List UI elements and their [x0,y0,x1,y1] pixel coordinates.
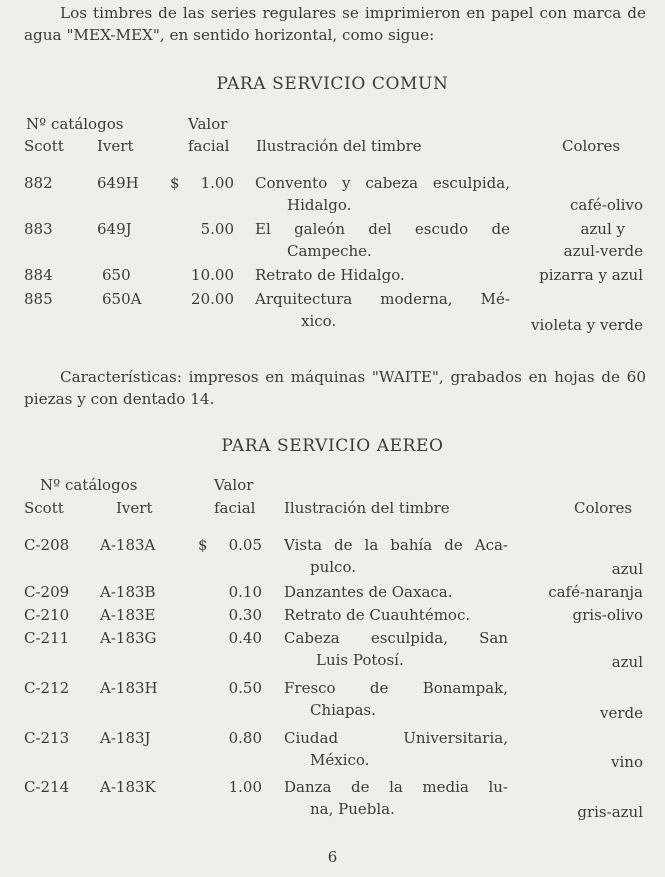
comun-header-valor: Valor [188,115,228,133]
table-row-scott: 885 [24,290,53,308]
ilustracion-line-2: Luis Potosí. [316,651,404,669]
table-row-ivert: A-183H [100,679,158,697]
comun-header-facial: facial [188,137,230,155]
ilustracion-line-2: Hidalgo. [287,196,352,214]
aereo-header-ivert: Ivert [116,499,153,517]
table-row-ilustracion [255,264,510,286]
table-row-ilustracion [284,727,508,771]
ilustracion-line-2: na, Puebla. [310,800,395,818]
ilustracion-line-2: pulco. [310,558,356,576]
table-row-scott: 883 [24,220,53,238]
table-row-scott: C-213 [24,729,70,747]
table-row-scott: 882 [24,174,53,192]
table-row-color: pizarra y azul [539,266,643,284]
table-row-color: verde [599,704,643,722]
aereo-header-scott: Scott [24,499,64,517]
table-row-scott: C-212 [24,679,70,697]
table-row-ivert: A-183E [100,606,156,624]
table-row-color: azul-verde [563,242,643,260]
table-row-ilustracion [284,627,508,671]
ilustracion-line-2: Campeche. [287,242,372,260]
table-row-color: gris-olivo [572,606,643,624]
table-row-ivert: A-183G [100,629,157,647]
table-row-ivert: A-183A [100,536,156,554]
table-row-scott: C-208 [24,536,70,554]
table-row-color: azul y [580,220,625,238]
table-row-ivert: A-183K [100,778,156,796]
ilustracion-line-1: Fresco de Bonampak, [284,679,508,697]
table-row-color: violeta y verde [531,316,643,334]
ilustracion-line-2: México. [310,751,370,769]
aereo-heading: PARA SERVICIO AEREO [221,436,444,456]
comun-header-colores: Colores [562,137,621,155]
aereo-header-ilustracion: Ilustración del timbre [284,499,450,517]
table-row-ilustracion [255,172,510,216]
table-row-ivert: 650 [102,266,131,284]
table-row-ivert: 650A [102,290,142,308]
table-row-valor: 5.00 [200,220,234,238]
table-row-color: café-naranja [548,583,643,601]
table-row-valor: 20.00 [191,290,234,308]
ilustracion-line-1: Cabeza esculpida, San [284,629,508,647]
table-row-valor: 0.05 [228,536,262,554]
table-row-scott: C-214 [24,778,70,796]
table-row-ilustracion [284,677,508,721]
ilustracion-line-1: El galeón del escudo de [255,220,510,238]
ilustracion-line-2: xico. [301,312,337,330]
ilustracion-line-1: Arquitectura moderna, Mé- [255,290,510,308]
table-row-ilustracion [284,534,508,578]
comun-header-ilustracion: Ilustración del timbre [256,137,422,155]
table-row-ilustracion [255,218,510,262]
table-row-color: azul [611,653,643,671]
page-number: 6 [327,848,338,866]
ilustracion-line-1: Vista de la bahía de Aca- [284,536,508,554]
aereo-header-valor: Valor [214,476,254,494]
table-row-valor: 1.00 [200,174,234,192]
comun-heading: PARA SERVICIO COMUN [216,74,449,94]
table-row-color: gris-azul [577,803,643,821]
aereo-header-facial: facial [214,499,256,517]
table-row-ivert: 649H [97,174,139,192]
table-row-valor: 0.30 [228,606,262,624]
table-row-scott: C-209 [24,583,70,601]
table-row-ivert: A-183J [100,729,151,747]
table-row-ilustracion [284,604,508,626]
currency-symbol: $ [170,174,180,192]
table-row-scott: 884 [24,266,53,284]
table-row-valor: 10.00 [191,266,234,284]
ilustracion-line-2: Chiapas. [310,701,376,719]
table-row-valor: 1.00 [228,778,262,796]
currency-symbol: $ [198,536,208,554]
table-row-valor: 0.80 [228,729,262,747]
comun-header-ivert: Ivert [97,137,134,155]
caracteristicas-paragraph: Características: impresos en máquinas "WAITE", grabados en hojas de 60 piezas y con dentado 14. [24,368,646,408]
table-row-ivert: 649J [97,220,132,238]
comun-header-catalogos: Nº catálogos [26,115,124,133]
table-row-valor: 0.50 [228,679,262,697]
table-row-valor: 0.10 [228,583,262,601]
table-row-valor: 0.40 [228,629,262,647]
table-row-ilustracion [284,581,508,603]
ilustracion-line-1: Convento y cabeza esculpida, [255,174,510,192]
table-row-scott: C-211 [24,629,70,647]
intro-paragraph: Los timbres de las series regulares se imprimieron en papel con marca de agua "MEX-MEX", en sentido horizontal, como sigue: [24,4,646,44]
table-row-color: azul [611,560,643,578]
comun-header-scott: Scott [24,137,64,155]
table-row-color: café-olivo [570,196,643,214]
ilustracion-line-1: Danzantes de Oaxaca. [284,583,453,601]
ilustracion-line-1: Retrato de Hidalgo. [255,266,405,284]
table-row-ivert: A-183B [100,583,156,601]
ilustracion-line-1: Ciudad Universitaria, [284,729,508,747]
table-row-color: vino [611,753,643,771]
table-row-scott: C-210 [24,606,70,624]
table-row-ilustracion [255,288,510,332]
ilustracion-line-1: Danza de la media lu- [284,778,508,796]
aereo-header-colores: Colores [574,499,633,517]
table-row-ilustracion [284,776,508,820]
ilustracion-line-1: Retrato de Cuauhtémoc. [284,606,471,624]
aereo-header-catalogos: Nº catálogos [40,476,138,494]
